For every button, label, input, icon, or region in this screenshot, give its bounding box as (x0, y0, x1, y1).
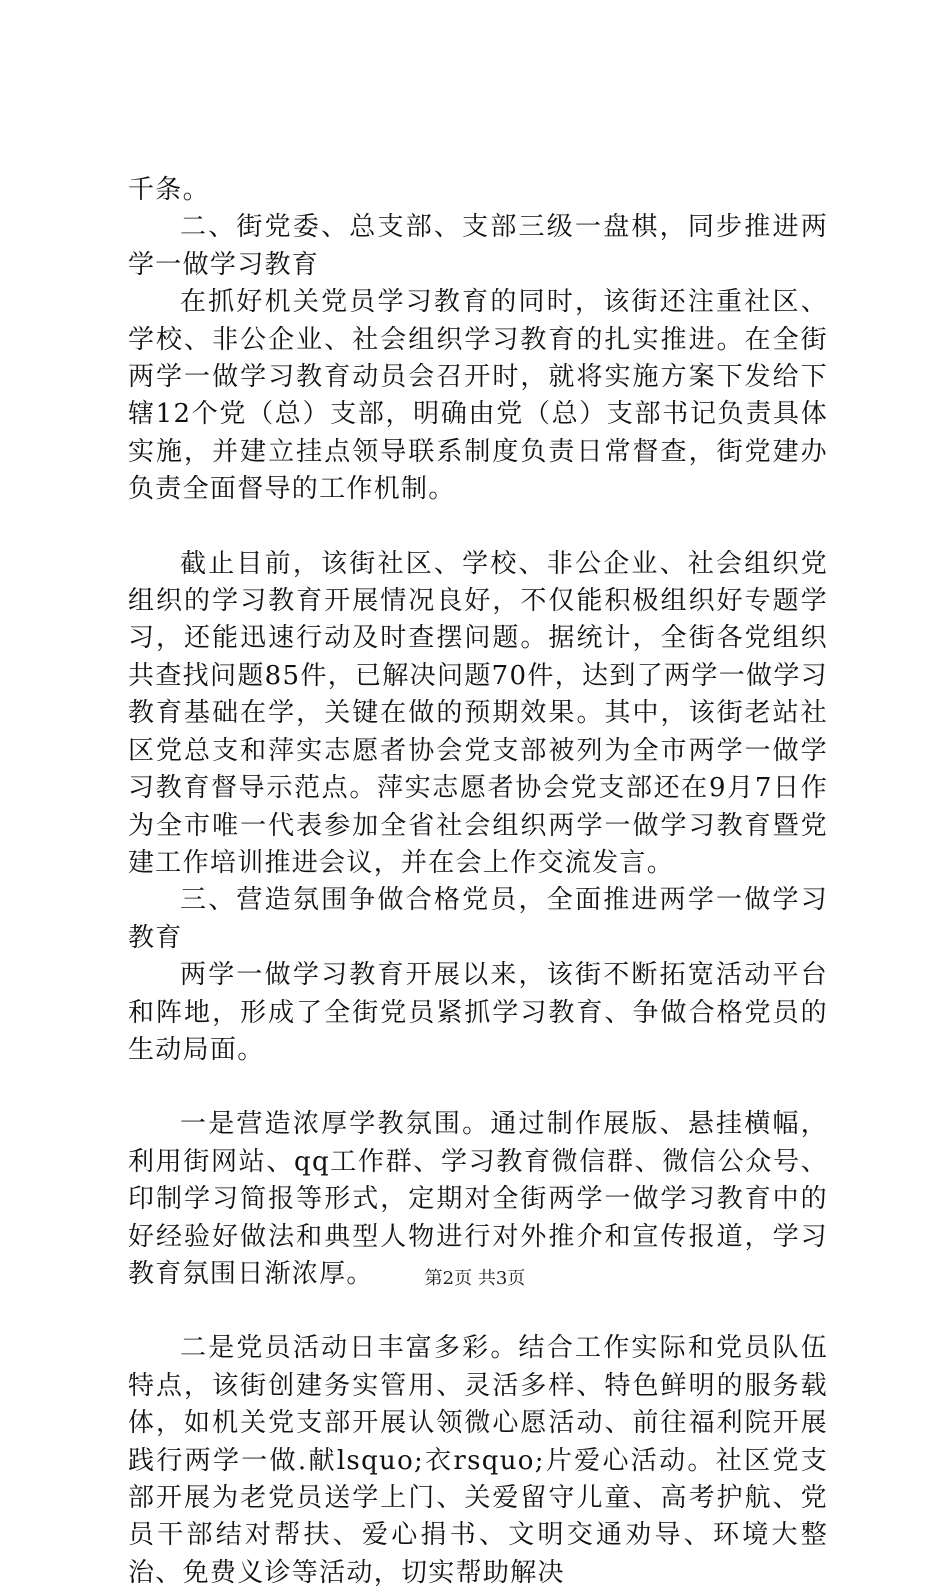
paragraph-gap (128, 509, 828, 546)
paragraph-gap (128, 1069, 828, 1106)
section-heading-2: 二、街党委、总支部、支部三级一盘棋，同步推进两学一做学习教育 (128, 212, 828, 280)
document-body (128, 172, 828, 1592)
paragraph: 一是营造浓厚学教氛围。通过制作展版、悬挂横幅，利用街网站、qq工作群、学习教育微信群、微信公众号、印制学习简报等形式，定期对全街两学一做学习教育中的好经验好做法和典型人物进行对外推介和宣传报道，学习教育氛围日渐浓厚。 (128, 1109, 828, 1289)
paragraph: 截止目前，该街社区、学校、非公企业、社会组织党组织的学习教育开展情况良好，不仅能积极组织好专题学习，还能迅速行动及时查摆问题。据统计，全街各党组织共查找问题85件，已解决问题70件，达到了两学一做学习教育基础在学，关键在做的预期效果。其中，该街老站社区党总支和萍实志愿者协会党支部被列为全市两学一做学习教育督导示范点。萍实志愿者协会党支部还在9月7日作为全市唯一代表参加全省社会组织两学一做学习教育暨党建工作培训推进会议，并在会上作交流发言。 (128, 548, 828, 878)
paragraph-gap (128, 1293, 828, 1330)
section-heading-3: 三、营造氛围争做合格党员，全面推进两学一做学习教育 (128, 885, 828, 953)
paragraph-continuation: 千条。 (128, 175, 210, 205)
paragraph: 两学一做学习教育开展以来，该街不断拓宽活动平台和阵地，形成了全街党员紧抓学习教育、争做合格党员的生动局面。 (128, 960, 828, 1065)
paragraph: 二是党员活动日丰富多彩。结合工作实际和党员队伍特点，该街创建务实管用、灵活多样、特色鲜明的服务载体，如机关党支部开展认领微心愿活动、前往福利院开展践行两学一做.献lsquo;衣rsquo;片爱心活动。社区党支部开展为老党员送学上门、关爱留守儿童、高考护航、党员干部结对帮扶、爱心捐书、文明交通劝导、环境大整治、免费义诊等活动，切实帮助解决 (128, 1333, 828, 1588)
paragraph: 在抓好机关党员学习教育的同时，该街还注重社区、学校、非公企业、社会组织学习教育的扎实推进。在全街两学一做学习教育动员会召开时，就将实施方案下发给下辖12个党（总）支部，明确由党（总）支部书记负责具体实施，并建立挂点领导联系制度负责日常督查，街党建办负责全面督导的工作机制。 (128, 287, 828, 505)
page-footer: 第2页 共3页 (424, 1268, 526, 1289)
